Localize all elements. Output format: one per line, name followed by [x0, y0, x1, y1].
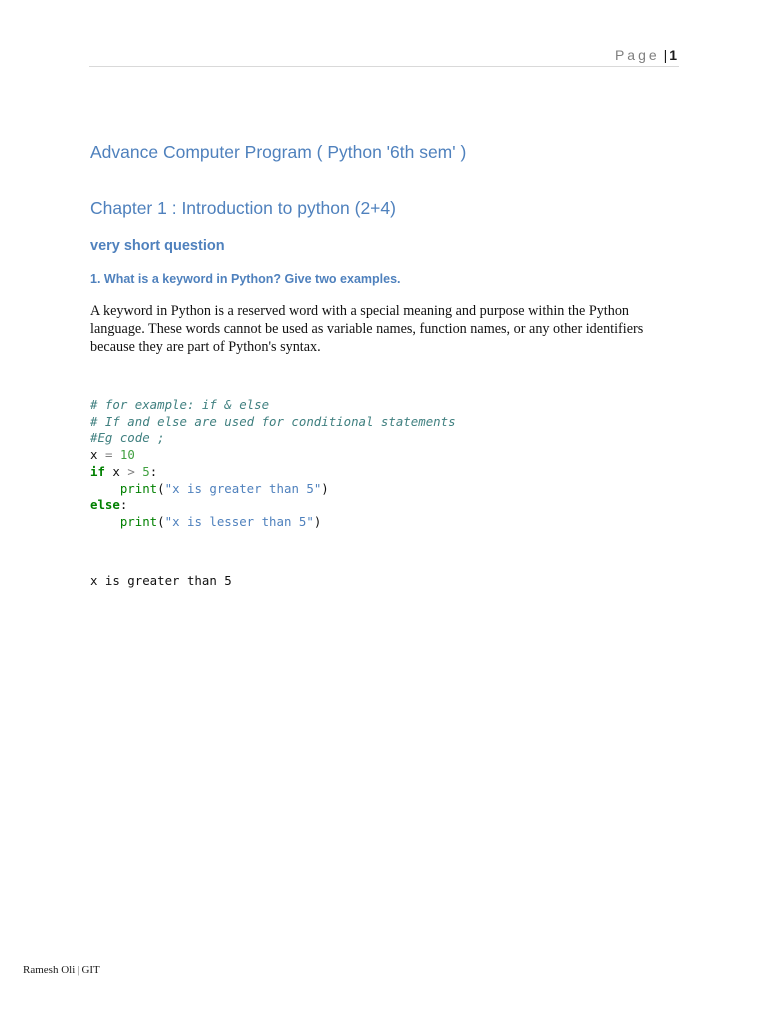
code-variable: x [112, 463, 120, 479]
document-title: Advance Computer Program ( Python '6th sem' ) [90, 142, 467, 162]
code-punctuation: : [149, 463, 158, 479]
page-separator: | [663, 47, 668, 63]
code-punctuation: ( [157, 513, 165, 529]
code-operator: = [104, 447, 113, 463]
code-string: "x is lesser than 5" [164, 513, 314, 529]
chapter-title: Chapter 1 : Introduction to python (2+4) [90, 198, 396, 218]
code-variable: x [90, 447, 98, 463]
code-block [90, 397, 456, 531]
code-function: print [119, 513, 158, 529]
page-header [89, 44, 679, 67]
code-operator: > [127, 463, 135, 479]
code-function: print [119, 480, 158, 496]
page-number-label [615, 47, 677, 63]
page-number: 1 [669, 47, 677, 63]
code-number: 10 [119, 447, 135, 463]
code-output: x is greater than 5 [90, 573, 232, 588]
footer-author: Ramesh Oli [23, 964, 76, 976]
answer-paragraph: A keyword in Python is a reserved word with a special meaning and purpose within the Python language. These words cannot be used as variable names, function names, or any other identifiers because they are part of Python's syntax. [90, 303, 644, 355]
page-word: Page [614, 47, 660, 63]
code-punctuation: ) [321, 480, 329, 496]
section-title: very short question [90, 238, 225, 254]
code-punctuation: ) [313, 513, 322, 529]
code-number: 5 [142, 463, 150, 479]
page-footer [23, 964, 100, 976]
code-string: "x is greater than 5" [164, 480, 322, 496]
code-keyword: if [90, 463, 105, 479]
code-punctuation: : [119, 497, 128, 513]
code-punctuation: ( [157, 480, 165, 496]
footer-separator: | [77, 964, 80, 976]
code-comment: # for example: if & else [90, 397, 270, 412]
code-comment: #Eg code ; [90, 430, 165, 446]
question-heading: 1. What is a keyword in Python? Give two examples. [90, 272, 401, 286]
footer-institution: GIT [81, 964, 100, 976]
code-keyword: else [90, 497, 120, 513]
code-comment: # If and else are used for conditional statements [90, 413, 456, 429]
